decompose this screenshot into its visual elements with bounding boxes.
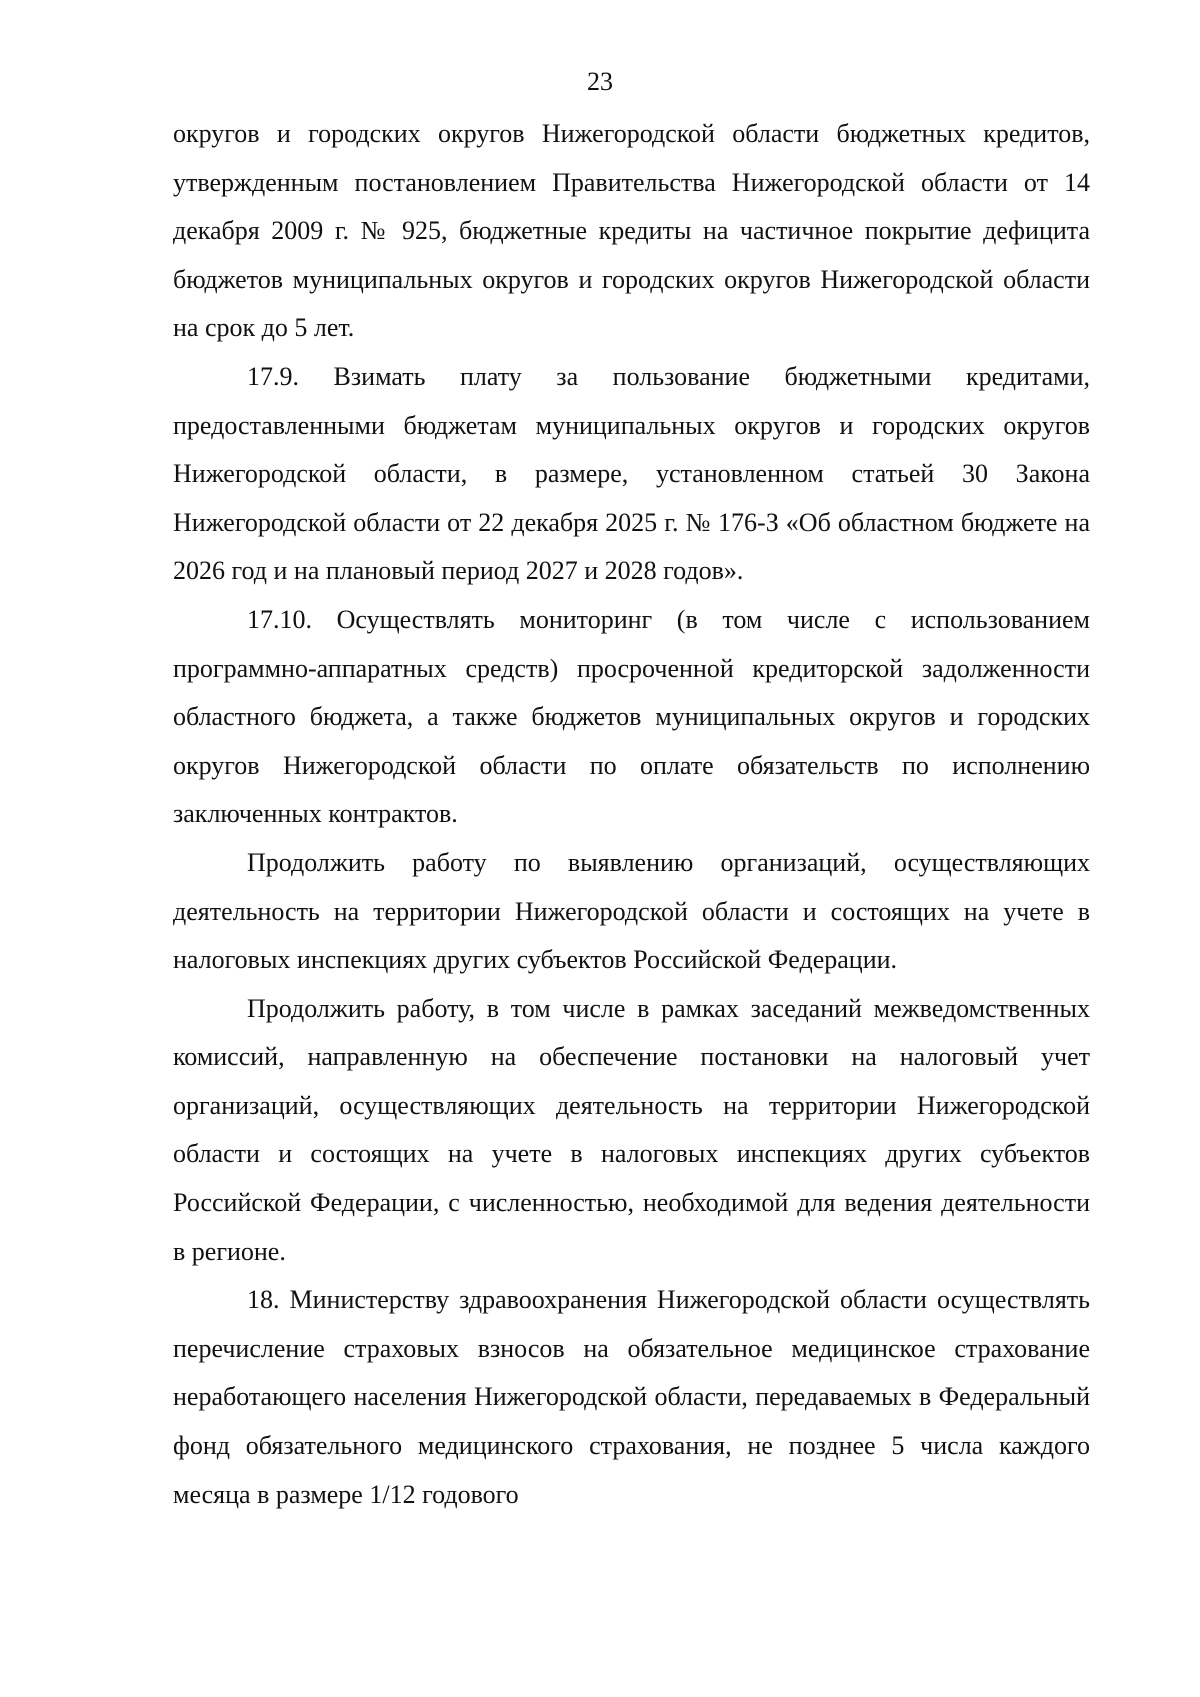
page-number: 23 bbox=[587, 67, 613, 96]
paragraph-continuation: округов и городских округов Нижегородской области бюджетных кредитов, утвержденным постановлением Правительства Нижегородской области от 14 декабря 2009 г. № 925, бюджетные кредиты на частичное покрытие дефицита бюджетов муниципальных округов и городских округов Нижегородской области на срок до 5 лет. bbox=[173, 119, 1090, 343]
paragraph-item-18: 18. Министерству здравоохранения Нижегородской области осуществлять перечисление страховых взносов на обязательное медицинское страхование неработающего населения Нижегородской области, передаваемых в Федеральный фонд обязательного медицинского страхования, не позднее 5 числа каждого месяца в размере 1/12 годового bbox=[173, 1285, 1090, 1509]
document-body bbox=[173, 110, 1090, 1519]
paragraph-item-17-9: 17.9. Взимать плату за пользование бюджетными кредитами, предоставленными бюджетам муниципальных округов и городских округов Нижегородской области, в размере, установленном статьей 30 Закона Нижегородской области от 22 декабря 2025 г. № 176-З «Об областном бюджете на 2026 год и на плановый период 2027 и 2028 годов». bbox=[173, 361, 1090, 586]
paragraph-identify-organizations: Продолжить работу по выявлению организаций, осуществляющих деятельность на территории Нижегородской области и состоящих на учете в налоговых инспекциях других субъектов Российской Федерации. bbox=[173, 847, 1090, 975]
paragraph-item-17-10: 17.10. Осуществлять мониторинг (в том числе с использованием программно-аппаратных средств) просроченной кредиторской задолженности областного бюджета, а также бюджетов муниципальных округов и городских округов Нижегородской области по оплате обязательств по исполнению заключенных контрактов. bbox=[173, 604, 1090, 829]
paragraph-tax-registration: Продолжить работу, в том числе в рамках заседаний межведомственных комиссий, направленную на обеспечение постановки на налоговый учет организаций, осуществляющих деятельность на территории Нижегородской области и состоящих на учете в налоговых инспекциях других субъектов Российской Федерации, с численностью, необходимой для ведения деятельности в регионе. bbox=[173, 993, 1090, 1266]
